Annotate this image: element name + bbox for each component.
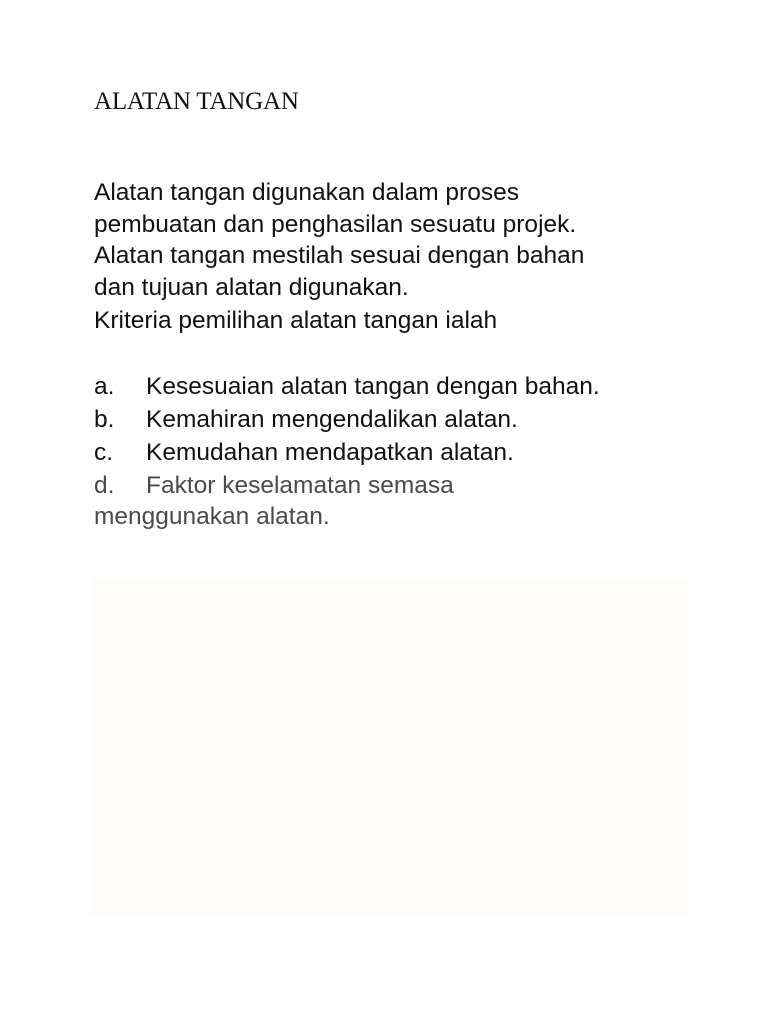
criteria-list <box>94 370 600 502</box>
list-item-text: Kesesuaian alatan tangan dengan bahan. <box>146 373 600 400</box>
list-item-text: Kemahiran mengendalikan alatan. <box>146 406 518 433</box>
list-item-text: Kemudahan mendapatkan alatan. <box>146 439 514 466</box>
intro-line: Alatan tangan digunakan dalam proses <box>94 179 519 206</box>
list-item <box>94 436 600 469</box>
intro-line: Alatan tangan mestilah sesuai dengan bahan <box>94 242 585 269</box>
list-item-text: Faktor keselamatan semasa <box>146 472 454 499</box>
list-marker: c. <box>94 439 114 466</box>
blank-image-area <box>92 578 687 915</box>
list-marker: b. <box>94 406 115 433</box>
list-item <box>94 403 600 436</box>
intro-line: pembuatan dan penghasilan sesuatu projek. <box>94 210 577 238</box>
list-marker: a. <box>94 373 115 400</box>
criteria-heading: Kriteria pemilihan alatan tangan ialah <box>94 307 498 334</box>
page-title: ALATAN TANGAN <box>94 88 299 115</box>
list-item-continuation: menggunakan alatan. <box>94 503 330 530</box>
intro-paragraph <box>94 177 584 303</box>
intro-line: dan tujuan alatan digunakan. <box>94 273 409 301</box>
list-marker: d. <box>94 472 115 499</box>
list-item <box>94 370 600 403</box>
list-item <box>94 469 600 502</box>
